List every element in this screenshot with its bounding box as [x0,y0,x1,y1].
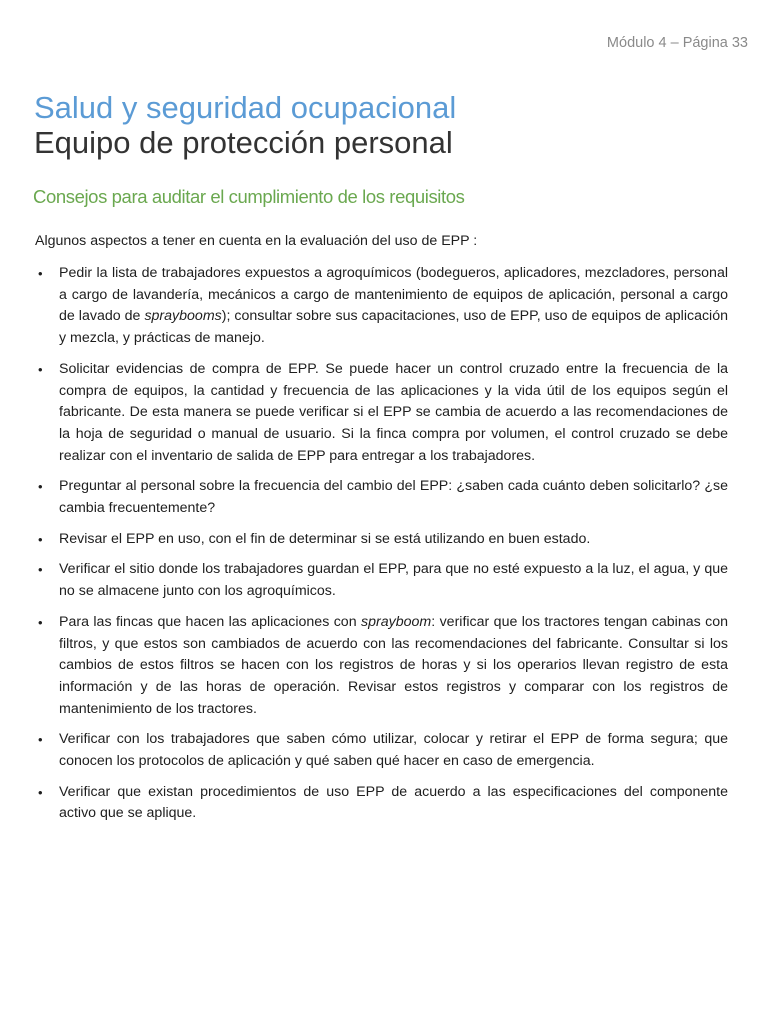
bullet-list [35,263,728,834]
bullet-icon: • [38,732,43,748]
list-item-text [59,784,728,822]
text-run: Verificar el sitio donde los trabajadores guardan el EPP, para que no esté expuesto a la luz, el agua, y que no se almacene junto con los agroquímicos. [59,561,728,600]
text-run: Verificar que existan procedimientos de uso EPP de acuerdo a las especificaciones del componente activo que se aplique. [59,783,728,822]
list-item [35,476,728,519]
list-item-text [59,265,728,346]
list-item [35,782,728,825]
list-item [35,263,728,350]
list-item [35,729,728,772]
page-number: Módulo 4 – Página 33 [606,35,748,51]
text-run: Pedir la lista de trabajadores expuestos a agroquímicos (bodegueros, aplicadores, mezcladores, personal a cargo de lavandería, mecánicos a cargo de mantenimiento de equipos de aplicación, personal a cargo de lavado de [59,265,728,325]
list-item-text [59,614,728,717]
bullet-icon: • [38,562,43,578]
list-item [35,529,728,551]
italic-term: spraybooms [144,308,222,325]
list-item-text [59,561,728,599]
text-run: ); consultar sobre sus capacitaciones, uso de EPP, uso de equipos de aplicación y mezcla, y prácticas de manejo. [59,308,728,347]
page-title: Salud y seguridad ocupacional [34,90,457,125]
list-item-text [59,531,590,547]
list-item-text [59,478,728,516]
text-run: Verificar con los trabajadores que saben cómo utilizar, colocar y retirar el EPP de forma segura; que conocen los protocolos de aplicación y qué saben qué hacer en caso de emergencia. [59,731,728,770]
italic-term: sprayboom [361,613,432,630]
bullet-icon: • [38,531,43,547]
bullet-icon: • [38,266,43,281]
text-run: Para las fincas que hacen las aplicaciones con [59,613,362,630]
list-item [35,612,728,721]
list-item-text [59,361,728,464]
bullet-icon: • [38,784,43,800]
list-item-text [59,731,728,769]
text-run: : verificar que los tractores tengan cabinas con filtros, y que estos son cambiados de acuerdo con las recomendaciones del fabricante. Consultar si los cambios de estos filtros se hacen con los registros de horas y si los operarios llevan registro de esta información y de las horas de operación. Revisar estos registros y comparar con los registros de mantenimiento de los tractores. [59,613,728,717]
list-item [35,359,728,468]
text-run: Revisar el EPP en uso, con el fin de determinar si se está utilizando en buen estado. [59,530,591,547]
text-run: Preguntar al personal sobre la frecuencia del cambio del EPP: ¿saben cada cuánto deben solicitarlo? ¿se cambia frecuentemente? [59,478,728,517]
list-item [35,559,728,602]
bullet-icon: • [38,361,43,377]
intro-paragraph: Algunos aspectos a tener en cuenta en la evaluación del uso de EPP : [35,233,478,249]
section-heading: Consejos para auditar el cumplimiento de los requisitos [33,186,465,207]
bullet-icon: • [38,614,43,630]
bullet-icon: • [38,479,43,495]
page-subtitle: Equipo de protección personal [34,125,453,160]
text-run: Solicitar evidencias de compra de EPP. Se puede hacer un control cruzado entre la frecuencia de la compra de equipos, la cantidad y frecuencia de las aplicaciones y la vida útil de los equipos según el fabricante. De esta manera se puede verificar si el EPP se cambia de acuerdo a las recomendaciones de la hoja de seguridad o manual de usuario. Si la finca compra por volumen, el control cruzado se debe realizar con el inventario de salida de EPP para entregar a los trabajadores. [59,360,728,464]
